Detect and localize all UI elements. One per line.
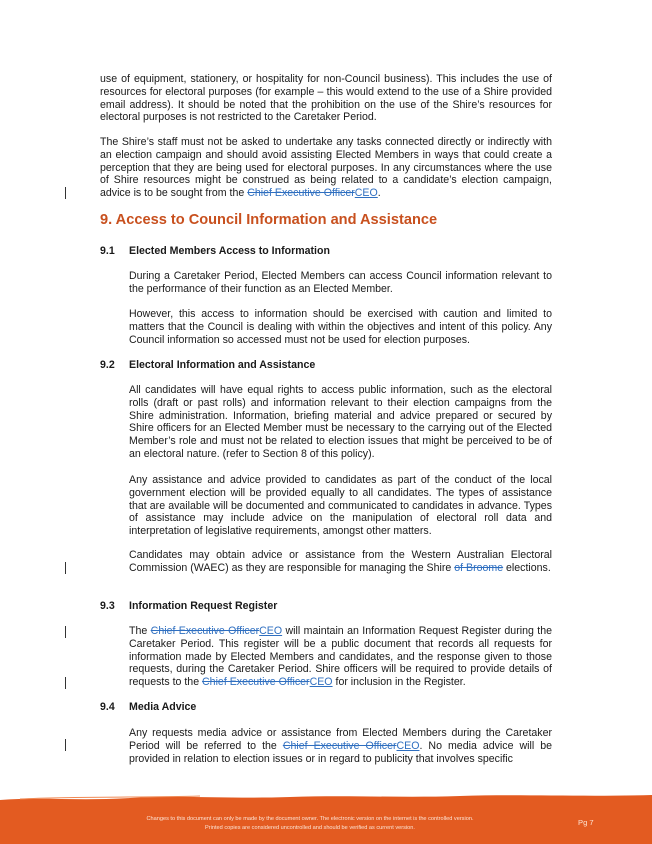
subsection-title: Elected Members Access to Information	[129, 245, 330, 257]
paragraph-text: for inclusion in the Register.	[332, 676, 466, 688]
subsection-number: 9.3	[100, 600, 115, 612]
paragraph-media-advice	[129, 727, 552, 765]
footer-disclaimer	[100, 815, 520, 833]
change-bar	[65, 626, 66, 638]
footer-line: Changes to this document can only be made by the document owner. The electronic version on the internet is the controlled version.	[146, 816, 474, 822]
subsection-number: 9.2	[100, 359, 115, 371]
change-bar	[65, 562, 66, 574]
tracked-deletion: Chief Executive Officer	[150, 625, 260, 637]
change-bar	[65, 739, 66, 751]
subsection-title: Information Request Register	[129, 600, 278, 612]
paragraph-request-register	[129, 625, 552, 689]
paragraph-staff-tasks	[100, 136, 552, 200]
paragraph-waec	[129, 549, 552, 575]
change-bar	[65, 677, 66, 689]
paragraph-text: Any requests media advice or assistance from Elected Members during the Caretaker Period will be referred to the	[129, 727, 552, 752]
paragraph-text: elections.	[503, 561, 551, 574]
paragraph-access: During a Caretaker Period, Elected Members can access Council information relevant to the performance of their function as an Elected Member.	[129, 270, 552, 295]
subsection-title: Electoral Information and Assistance	[129, 359, 316, 371]
tracked-insertion: CEO	[309, 676, 333, 688]
tracked-insertion: CEO	[354, 187, 378, 199]
tracked-deletion: Chief Executive Officer	[247, 187, 355, 199]
subsection-heading-9-2	[100, 359, 315, 371]
tracked-insertion: CEO	[396, 739, 420, 752]
paragraph-text: . No media advice will be provided in relation to election issues or in regard to publicity that involves specific	[129, 739, 552, 765]
change-bar	[65, 187, 66, 199]
paragraph-caution: However, this access to information should be exercised with caution and limited to matters that the Council is dealing with within the objectives and intent of this policy. Any Council information so accessed must not be used for election purposes.	[129, 308, 552, 346]
tracked-deletion: Chief Executive Officer	[282, 739, 397, 752]
subsection-heading-9-3	[100, 600, 277, 612]
subsection-heading-9-4	[100, 701, 196, 713]
paragraph-text: Candidates may obtain advice or assistance from the Western Australian Electoral Commission (WAEC) as they are responsible for managing the Shire	[129, 549, 552, 574]
tracked-deletion: of Broome	[454, 561, 504, 574]
paragraph-text: will maintain an Information Request Register during the Caretaker Period. This register will be a public document that records all requests for information made by Elected Members and candidates, and the response given to those requests, during the Caretaker Period. Shire officers will be required to provide details of requests to the	[129, 625, 552, 688]
page-number: Pg 7	[578, 818, 594, 827]
subsection-number: 9.1	[100, 245, 115, 257]
subsection-number: 9.4	[100, 701, 115, 713]
paragraph-assistance: Any assistance and advice provided to candidates as part of the conduct of the local government election will be provided equally to all candidates. The types of assistance that are available will be documented and communicated to candidates in advance. Types of assistance may include advice on the manipulation of electoral roll data and interpretation of legislative requirements, amongst other matters.	[129, 474, 552, 537]
section-heading: 9. Access to Council Information and Assistance	[100, 212, 438, 228]
paragraph-text: .	[377, 187, 381, 199]
paragraph-equal-rights: All candidates will have equal rights to access public information, such as the electoral rolls (draft or past rolls) and information relevant to their election campaigns from the Shire administration. Information, briefing material and advice prepared or secured by Shire officers for an Elected Member must be necessary to the carrying out of the Elected Member’s role and must not be related to election issues that might be perceived to be of an electoral nature. (refer to Section 8 of this policy).	[129, 384, 552, 460]
tracked-insertion: CEO	[259, 625, 283, 637]
subsection-title: Media Advice	[129, 701, 197, 713]
subsection-heading-9-1	[100, 245, 330, 257]
tracked-deletion: Chief Executive Officer	[202, 676, 310, 688]
paragraph-text: The	[129, 625, 151, 637]
paragraph-resources-use: use of equipment, stationery, or hospitality for non-Council business). This includes the use of resources for electoral purposes (for example – this would extend to the use of a Shire provided email address). It should be noted that the prohibition on the use of the Shire’s resources for electoral purposes is not restricted to the Caretaker Period.	[100, 73, 552, 124]
paragraph-text: The Shire’s staff must not be asked to undertake any tasks connected directly or indirectly with an election campaign and should avoid assisting Elected Members in ways that could create a perception that they are being used for electoral purposes. In any circumstances where the use of Shire resources might be construed as being related to a candidate’s election campaign, advice is to be sought from the	[100, 136, 552, 199]
footer-line: Printed copies are considered uncontrolled and should be verified as current version.	[205, 825, 415, 831]
